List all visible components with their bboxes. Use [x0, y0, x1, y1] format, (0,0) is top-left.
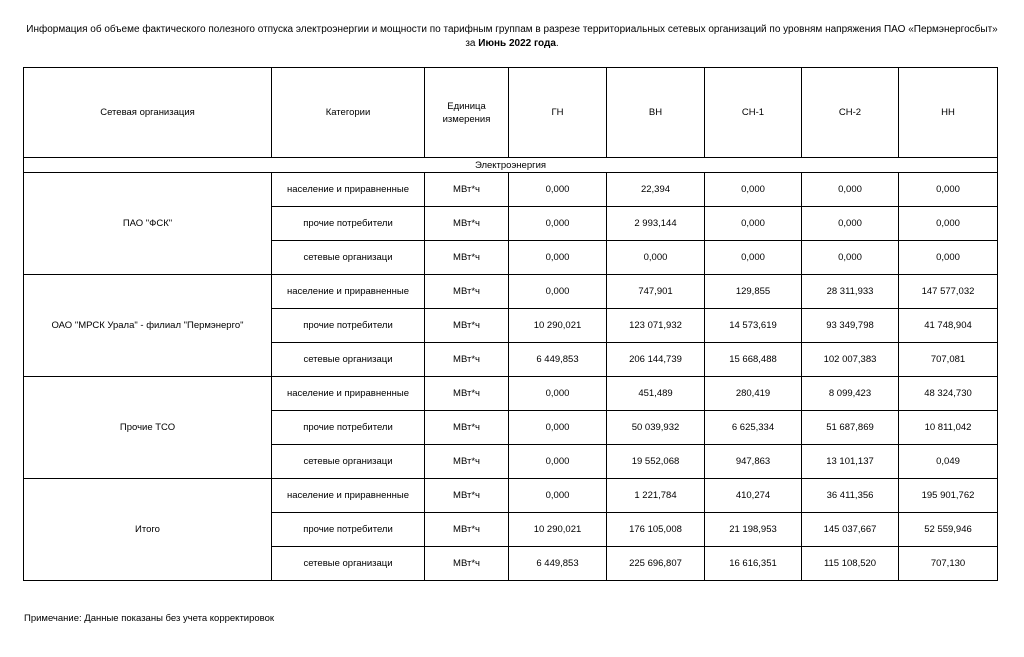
nn-value: 0,000 — [899, 173, 998, 207]
gn-value: 10 290,021 — [509, 309, 607, 343]
vn-value: 2 993,144 — [607, 207, 705, 241]
header-unit: Единица измерения — [425, 68, 509, 158]
unit-cell: МВт*ч — [425, 343, 509, 377]
vn-value: 225 696,807 — [607, 547, 705, 581]
sn1-value: 0,000 — [705, 173, 802, 207]
network-org-cell: ОАО "МРСК Урала" - филиал "Пермэнерго" — [24, 275, 272, 377]
unit-cell: МВт*ч — [425, 173, 509, 207]
network-org-cell: Итого — [24, 479, 272, 581]
category-cell: сетевые организаци — [272, 343, 425, 377]
title-suffix: . — [555, 38, 559, 49]
nn-value: 707,130 — [899, 547, 998, 581]
header-network-org: Сетевая организация — [24, 68, 272, 158]
sn1-value: 21 198,953 — [705, 513, 802, 547]
nn-value: 147 577,032 — [899, 275, 998, 309]
sn1-value: 0,000 — [705, 241, 802, 275]
unit-cell: МВт*ч — [425, 411, 509, 445]
network-org-cell: ПАО "ФСК" — [24, 173, 272, 275]
gn-value: 10 290,021 — [509, 513, 607, 547]
sn2-value: 13 101,137 — [802, 445, 899, 479]
sn1-value: 14 573,619 — [705, 309, 802, 343]
vn-value: 1 221,784 — [607, 479, 705, 513]
title-line-2 — [0, 37, 1024, 51]
category-cell: прочие потребители — [272, 411, 425, 445]
category-cell: население и приравненные — [272, 275, 425, 309]
gn-value: 0,000 — [509, 445, 607, 479]
document-title — [0, 23, 1024, 51]
table-row — [24, 275, 998, 309]
category-cell: прочие потребители — [272, 309, 425, 343]
unit-cell: МВт*ч — [425, 377, 509, 411]
vn-value: 451,489 — [607, 377, 705, 411]
sn2-value: 93 349,798 — [802, 309, 899, 343]
gn-value: 0,000 — [509, 411, 607, 445]
sn1-value: 129,855 — [705, 275, 802, 309]
table-row — [24, 479, 998, 513]
vn-value: 19 552,068 — [607, 445, 705, 479]
gn-value: 0,000 — [509, 377, 607, 411]
nn-value: 195 901,762 — [899, 479, 998, 513]
category-cell: население и приравненные — [272, 377, 425, 411]
sn1-value: 280,419 — [705, 377, 802, 411]
sn2-value: 8 099,423 — [802, 377, 899, 411]
gn-value: 0,000 — [509, 173, 607, 207]
header-category: Категории — [272, 68, 425, 158]
footnote: Примечание: Данные показаны без учета корректировок — [24, 613, 275, 624]
gn-value: 0,000 — [509, 241, 607, 275]
nn-value: 52 559,946 — [899, 513, 998, 547]
category-cell: прочие потребители — [272, 513, 425, 547]
sn1-value: 0,000 — [705, 207, 802, 241]
sn2-value: 36 411,356 — [802, 479, 899, 513]
sn2-value: 51 687,869 — [802, 411, 899, 445]
gn-value: 6 449,853 — [509, 343, 607, 377]
nn-value: 0,000 — [899, 207, 998, 241]
network-org-cell: Прочие ТСО — [24, 377, 272, 479]
nn-value: 48 324,730 — [899, 377, 998, 411]
vn-value: 206 144,739 — [607, 343, 705, 377]
title-prefix: за — [465, 38, 479, 49]
vn-value: 0,000 — [607, 241, 705, 275]
header-gn: ГН — [509, 68, 607, 158]
table-row — [24, 377, 998, 411]
sn1-value: 15 668,488 — [705, 343, 802, 377]
header-sn1: СН-1 — [705, 68, 802, 158]
sn2-value: 0,000 — [802, 207, 899, 241]
sn2-value: 115 108,520 — [802, 547, 899, 581]
section-label: Электроэнергия — [24, 158, 998, 173]
gn-value: 0,000 — [509, 479, 607, 513]
title-line-1: Информация об объеме фактического полезного отпуска электроэнергии и мощности по тарифным группам в разрезе территориальных сетевых организаций по уровням напряжения ПАО «Пермэнергосбыт» — [26, 24, 998, 35]
unit-cell: МВт*ч — [425, 479, 509, 513]
gn-value: 0,000 — [509, 275, 607, 309]
energy-report-table — [23, 67, 998, 581]
category-cell: прочие потребители — [272, 207, 425, 241]
nn-value: 10 811,042 — [899, 411, 998, 445]
header-row — [24, 68, 998, 158]
category-cell: сетевые организаци — [272, 547, 425, 581]
unit-cell: МВт*ч — [425, 241, 509, 275]
header-vn: ВН — [607, 68, 705, 158]
vn-value: 50 039,932 — [607, 411, 705, 445]
unit-cell: МВт*ч — [425, 445, 509, 479]
sn2-value: 28 311,933 — [802, 275, 899, 309]
sn1-value: 6 625,334 — [705, 411, 802, 445]
unit-cell: МВт*ч — [425, 207, 509, 241]
category-cell: сетевые организаци — [272, 445, 425, 479]
unit-cell: МВт*ч — [425, 547, 509, 581]
category-cell: население и приравненные — [272, 479, 425, 513]
nn-value: 0,000 — [899, 241, 998, 275]
category-cell: население и приравненные — [272, 173, 425, 207]
section-row — [24, 158, 998, 173]
gn-value: 0,000 — [509, 207, 607, 241]
sn1-value: 410,274 — [705, 479, 802, 513]
sn2-value: 102 007,383 — [802, 343, 899, 377]
sn1-value: 947,863 — [705, 445, 802, 479]
vn-value: 22,394 — [607, 173, 705, 207]
sn2-value: 0,000 — [802, 241, 899, 275]
vn-value: 123 071,932 — [607, 309, 705, 343]
gn-value: 6 449,853 — [509, 547, 607, 581]
sn1-value: 16 616,351 — [705, 547, 802, 581]
vn-value: 176 105,008 — [607, 513, 705, 547]
unit-cell: МВт*ч — [425, 513, 509, 547]
unit-cell: МВт*ч — [425, 275, 509, 309]
vn-value: 747,901 — [607, 275, 705, 309]
nn-value: 41 748,904 — [899, 309, 998, 343]
header-sn2: СН-2 — [802, 68, 899, 158]
title-period: Июнь 2022 года — [478, 38, 556, 49]
unit-cell: МВт*ч — [425, 309, 509, 343]
sn2-value: 145 037,667 — [802, 513, 899, 547]
sn2-value: 0,000 — [802, 173, 899, 207]
category-cell: сетевые организаци — [272, 241, 425, 275]
header-nn: НН — [899, 68, 998, 158]
table-row — [24, 173, 998, 207]
nn-value: 0,049 — [899, 445, 998, 479]
nn-value: 707,081 — [899, 343, 998, 377]
